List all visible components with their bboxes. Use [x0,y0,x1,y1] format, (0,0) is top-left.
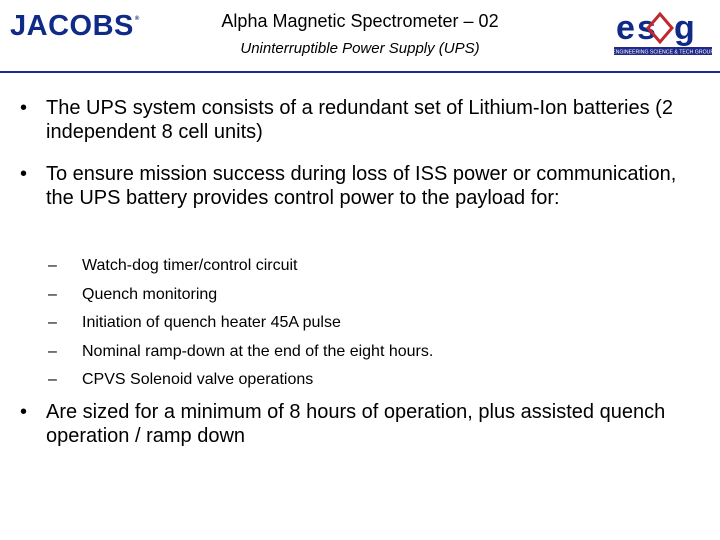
dash-glyph: – [48,257,57,274]
header-divider [0,71,720,73]
jacobs-logo [10,12,140,41]
sub-bullet-list [48,252,688,395]
esg-logo-s: s [637,9,656,47]
sub-bullet-item [48,252,688,281]
bullet-item [20,162,700,210]
sub-bullet-item [48,281,688,310]
bullet-glyph: • [20,163,28,185]
bullet-text: To ensure mission success during loss of ISS power or communication, the UPS battery provides control power to the payload for: [46,163,677,209]
bullet-glyph: • [20,401,28,423]
sub-bullet-text: Quench monitoring [82,285,218,303]
sub-bullet-text: Nominal ramp-down at the end of the eight hours. [82,342,434,360]
sub-bullet-item [48,309,688,338]
sub-bullet-text: CPVS Solenoid valve operations [82,371,314,389]
esg-logo [610,6,714,58]
bullet-item [20,96,700,144]
esg-tagline: ENGINEERING SCIENCE & TECH GROUP [612,49,714,56]
sub-bullet-item [48,366,688,395]
registered-mark: ® [134,16,140,22]
sub-bullet-text: Initiation of quench heater 45A pulse [82,314,341,332]
dash-glyph: – [48,285,57,303]
esg-logo-g: g [674,9,695,47]
bullet-text: Are sized for a minimum of 8 hours of operation, plus assisted quench operation / ramp down [46,401,666,447]
jacobs-logo-text: JACOBS [10,10,134,42]
slide-subtitle: Uninterruptible Power Supply (UPS) [240,40,480,57]
dash-glyph: – [48,342,57,360]
bullet-item [20,400,700,448]
dash-glyph: – [48,314,57,332]
esg-logo-e: e [616,9,635,47]
sub-bullet-item [48,338,688,367]
slide-title: Alpha Magnetic Spectrometer – 02 [221,11,499,31]
bullet-glyph: • [20,97,28,119]
sub-bullet-text: Watch-dog timer/control circuit [82,257,298,274]
dash-glyph: – [48,371,57,389]
bullet-text: The UPS system consists of a redundant set of Lithium-Ion batteries (2 independent 8 cell units) [46,97,673,143]
